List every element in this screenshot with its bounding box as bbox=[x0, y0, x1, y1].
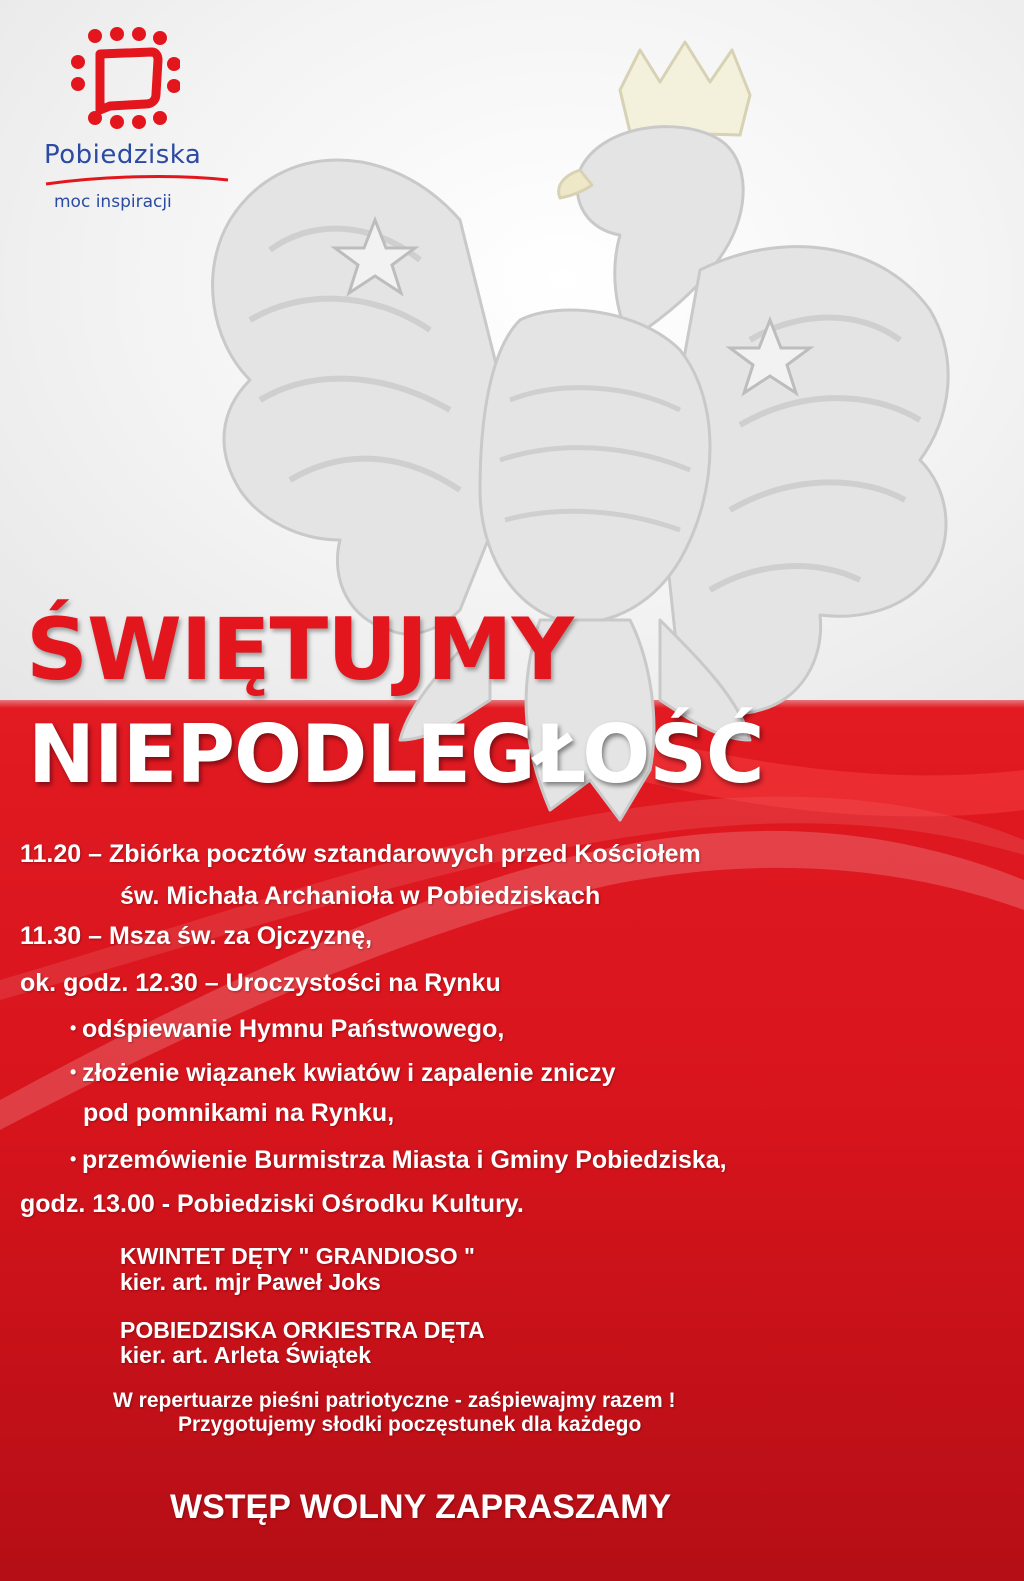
logo-mark-icon bbox=[70, 24, 180, 134]
logo-name: Pobiedziska bbox=[44, 140, 202, 170]
logo-tagline: moc inspiracji bbox=[54, 192, 172, 212]
logo-underline bbox=[44, 174, 230, 188]
schedule-item: św. Michała Archanioła w Pobiedziskach bbox=[120, 882, 601, 910]
performer-name: KWINTET DĘTY " GRANDIOSO " bbox=[120, 1243, 475, 1269]
note-line: W repertuarze pieśni patriotyczne - zaśpiewajmy razem ! bbox=[113, 1389, 676, 1412]
schedule-bullet-item bbox=[70, 1146, 727, 1175]
performer-director: kier. art. Arleta Świątek bbox=[120, 1342, 372, 1368]
title-line-2: NIEPODLEGŁOŚĆ bbox=[28, 708, 764, 801]
performer-director: kier. art. mjr Paweł Joks bbox=[120, 1269, 381, 1295]
pobiedziska-logo bbox=[40, 24, 240, 214]
bullet-text: przemówienie Burmistrza Miasta i Gminy Pobiedziska, bbox=[82, 1146, 727, 1174]
title-line-1: ŚWIĘTUJMY bbox=[26, 600, 573, 700]
schedule-item: ok. godz. 12.30 – Uroczystości na Rynku bbox=[20, 969, 501, 997]
note-line: Przygotujemy słodki poczęstunek dla każdego bbox=[178, 1413, 642, 1436]
footer-invitation: WSTĘP WOLNY ZAPRASZAMY bbox=[170, 1488, 672, 1526]
schedule-item: 11.20 – Zbiórka pocztów sztandarowych przed Kościołem bbox=[20, 840, 701, 868]
bullet-icon: • bbox=[70, 1062, 77, 1082]
performer-name: POBIEDZISKA ORKIESTRA DĘTA bbox=[120, 1317, 485, 1343]
schedule-bullet-item bbox=[70, 1015, 504, 1044]
bullet-text: złożenie wiązanek kwiatów i zapalenie zniczy bbox=[82, 1059, 616, 1087]
bullet-icon: • bbox=[70, 1018, 77, 1038]
bullet-icon: • bbox=[70, 1149, 77, 1169]
schedule-item: 11.30 – Msza św. za Ojczyznę, bbox=[20, 922, 373, 950]
bullet-text: odśpiewanie Hymnu Państwowego, bbox=[82, 1015, 505, 1043]
schedule-item: pod pomnikami na Rynku, bbox=[83, 1099, 395, 1127]
schedule-item: godz. 13.00 - Pobiedziski Ośrodku Kultury. bbox=[20, 1190, 524, 1218]
schedule-bullet-item bbox=[70, 1059, 616, 1088]
